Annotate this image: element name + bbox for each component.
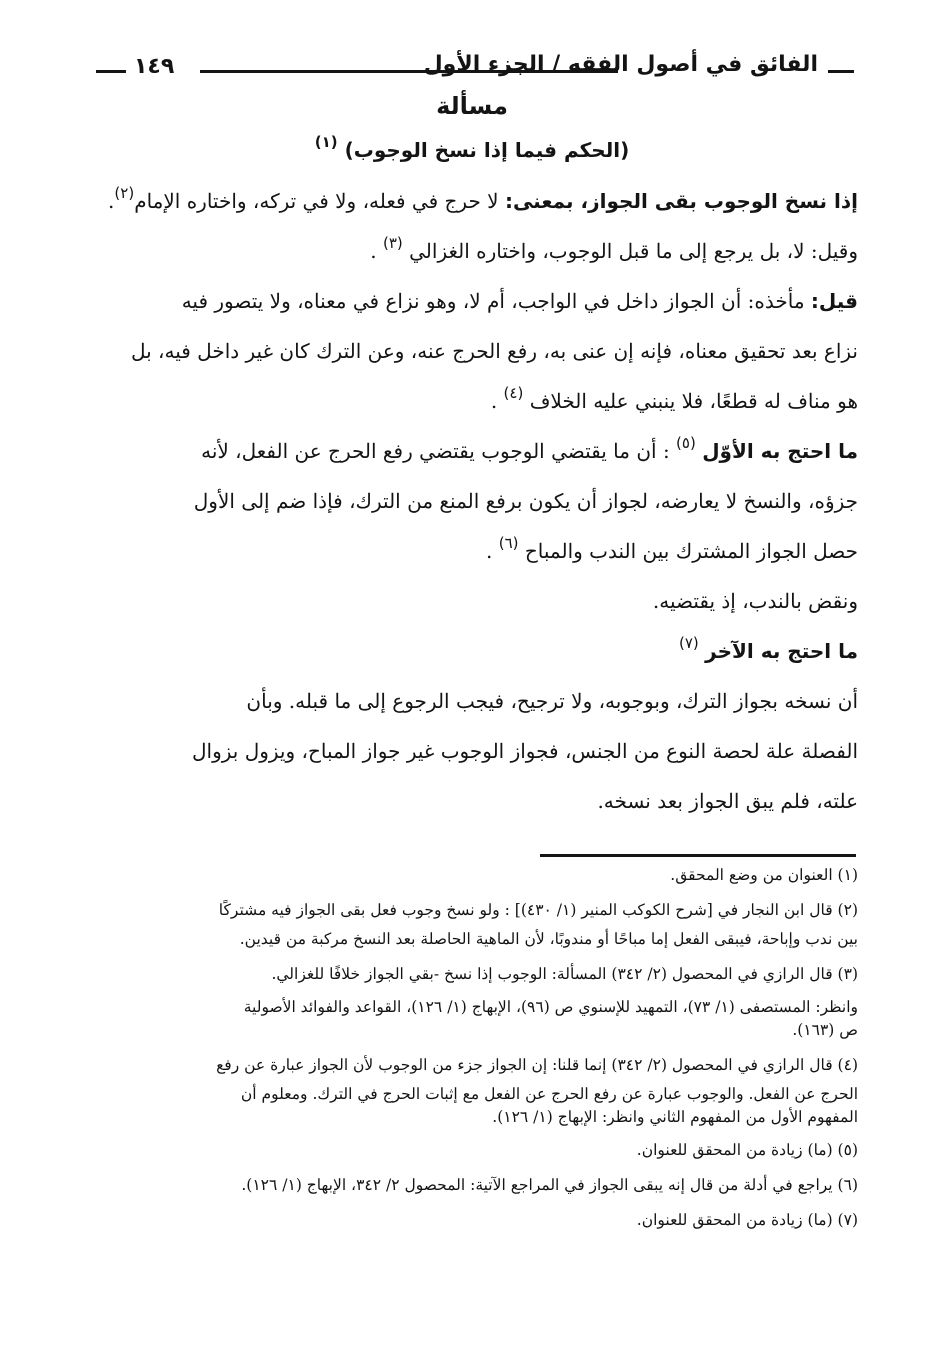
footnote-line: بين ندب وإباحة، فيبقى الفعل إما مباحًا أو مندوبًا، لأن الماهية الحاصلة بعد النسخ مركبة من قيدين. — [239, 930, 858, 948]
footnote-4 — [78, 1054, 858, 1129]
footnote-6 — [78, 1174, 858, 1197]
footnote-line: المفهوم الأول من المفهوم الثاني وانظر: الإبهاج (١/ ١٢٦). — [492, 1108, 858, 1126]
paragraph-5 — [88, 576, 858, 626]
paragraph-4-line-1: : أن ما يقتضي الوجوب يقتضي رفع الحرج عن الفعل، لأنه — [201, 439, 677, 463]
footnote-line: الحرج عن الفعل. والوجوب عبارة عن رفع الحرج عن الفعل مع إثبات الحرج في الترك. ومعلوم أن — [240, 1085, 858, 1103]
footnote-line: وانظر: المستصفى (١/ ٧٣)، التمهيد للإسنوي ص (٩٦)، الإبهاج (١/ ١٢٦)، القواعد والفوائد الأصولية — [243, 998, 858, 1016]
footnote-line: (٥) (ما) زيادة من المحقق للعنوان. — [636, 1141, 858, 1159]
running-title: الفائق في أصول الفقه / الجزء الأول — [423, 52, 818, 77]
paragraph-3 — [88, 276, 858, 426]
footnote-line: (٦) يراجع في أدلة من قال إنه يبقى الجواز في المراجع الآتية: المحصول ٢/ ٣٤٢، الإبهاج (١/ ١٢٦). — [241, 1176, 858, 1194]
paragraph-3-line-1: مأخذه: أن الجواز داخل في الواجب، أم لا، وهو نزاع في معناه، ولا يتصور فيه — [181, 289, 811, 313]
footnote-separator — [540, 854, 856, 857]
paragraph-7 — [88, 676, 858, 826]
footnote-3 — [78, 963, 858, 986]
paragraph-6 — [88, 626, 858, 676]
paragraph-4-lead: ما احتج به الأوّل — [702, 439, 858, 463]
paragraph-1-lead: إذا نسخ الوجوب بقى الجواز، بمعنى: — [504, 189, 858, 213]
footnote-ref: (١) — [314, 133, 338, 151]
paragraph-1-end: . — [108, 189, 115, 213]
footnote-5 — [78, 1139, 858, 1162]
paragraph-4 — [88, 426, 858, 576]
paragraph-4-end: . — [486, 539, 493, 563]
page-number: ١٤٩ — [134, 54, 175, 79]
paragraph-2-end: . — [370, 239, 377, 263]
paragraph-3-end: . — [490, 389, 498, 413]
paragraph-7-line-2: الفصلة علة لحصة النوع من الجنس، فجواز الوجوب غير جواز المباح، ويزول بزوال — [192, 739, 858, 763]
paragraph-4-line-2: جزؤه، والنسخ لا يعارضه، لجواز أن يكون برفع المنع من الترك، فإذا ضم إلى الأول — [193, 489, 858, 513]
footnote-ref: (٢) — [114, 184, 135, 202]
footnote-line: (٧) (ما) زيادة من المحقق للعنوان. — [636, 1211, 858, 1229]
footnote-ref: (٦) — [498, 534, 519, 552]
footnote-line: (٢) قال ابن النجار في [شرح الكوكب المنير (١/ ٤٣٠)] : ولو نسخ وجوب فعل بقى الجواز فيه مشتركًا — [218, 901, 858, 919]
paragraph-5-text: ونقض بالندب، إذ يقتضيه. — [652, 589, 858, 613]
footnote-line: (٣) قال الرازي في المحصول (٢/ ٣٤٢) المسألة: الوجوب إذا نسخ -بقي الجواز خلافًا للغزالي. — [271, 965, 858, 983]
main-text — [88, 176, 858, 826]
footnote-1 — [78, 864, 858, 887]
paragraph-3-lead: قيل: — [810, 289, 858, 313]
issue-subtitle-text: (الحكم فيما إذا نسخ الوجوب) — [344, 138, 630, 162]
issue-title-text: مسألة — [436, 92, 508, 120]
paragraph-6-heading: ما احتج به الآخر — [705, 639, 858, 663]
footnote-ref: (٤) — [503, 384, 524, 402]
footnote-2 — [78, 899, 858, 951]
footnote-7 — [78, 1209, 858, 1232]
issue-subtitle — [0, 133, 944, 162]
paragraph-2-text: وقيل: لا، بل يرجع إلى ما قبل الوجوب، واختاره الغزالي — [409, 239, 858, 263]
footnote-ref: (٧) — [678, 634, 699, 652]
paragraph-3-line-3: هو مناف له قطعًا، فلا ينبني عليه الخلاف — [529, 389, 858, 413]
issue-title — [0, 92, 944, 120]
footnote-line: ص (١٦٣). — [792, 1021, 858, 1039]
footnote-line: (٤) قال الرازي في المحصول (٢/ ٣٤٢) إنما قلنا: إن الجواز جزء من الوجوب لأن الجواز عبارة عن رفع — [216, 1056, 858, 1074]
footnotes — [78, 864, 858, 1244]
footnote-ref: (٣) — [382, 234, 403, 252]
header-rule-left — [96, 70, 126, 73]
paragraph-7-line-1: أن نسخه بجواز الترك، وبوجوبه، ولا ترجيح، فيجب الرجوع إلى ما قبله. وبأن — [246, 689, 858, 713]
paragraph-3-line-2: نزاع بعد تحقيق معناه، فإنه إن عنى به، رفع الحرج عنه، وعن الترك كان غير داخل فيه، بل — [130, 339, 858, 363]
footnote-ref: (٥) — [676, 434, 696, 452]
footnote-3-continued — [78, 996, 858, 1042]
paragraph-1 — [88, 176, 858, 226]
header-rule-right — [828, 70, 854, 73]
paragraph-1-text: لا حرج في فعله، ولا في تركه، واختاره الإمام — [134, 189, 505, 213]
paragraph-2 — [88, 226, 858, 276]
footnote-line: (١) العنوان من وضع المحقق. — [670, 866, 858, 884]
paragraph-4-line-3: حصل الجواز المشترك بين الندب والمباح — [524, 539, 858, 563]
paragraph-7-line-3: علته، فلم يبق الجواز بعد نسخه. — [597, 789, 858, 813]
running-header — [96, 52, 854, 92]
